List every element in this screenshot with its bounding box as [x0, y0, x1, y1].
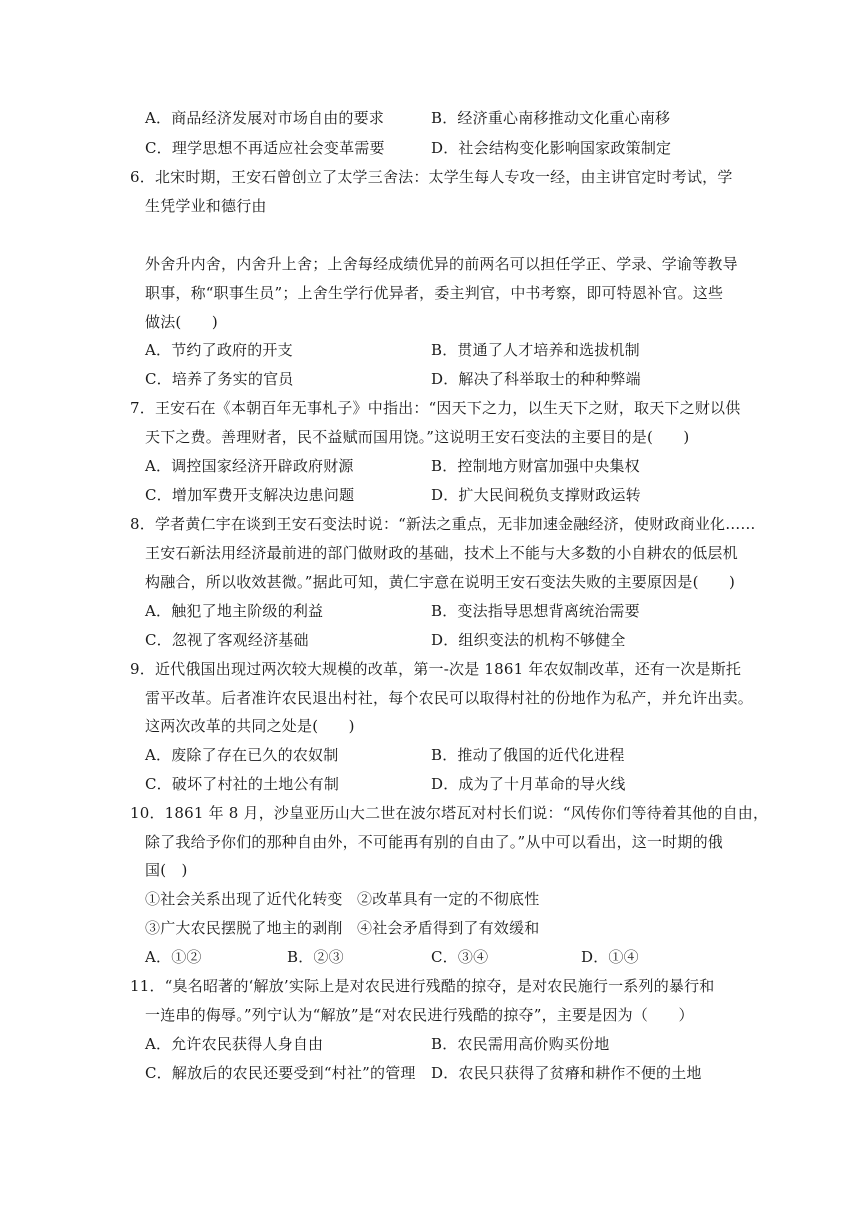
q9-option-b: B．推动了俄国的近代化进程 — [431, 746, 625, 764]
q10-option-b: B．②③ — [287, 948, 344, 966]
q9-option-a: A．废除了存在已久的农奴制 — [145, 746, 339, 764]
q8-stem-line3: 构融合，所以收效甚微。”据此可知，黄仁宇意在说明王安石变法失败的主要原因是( ) — [145, 573, 736, 591]
q9-stem-line1: 9．近代俄国出现过两次较大规模的改革，第一-次是 1861 年农奴制改革，还有一次是斯托 — [130, 660, 742, 678]
q11-stem-line1: 11．“臭名昭著的‘解放’实际上是对农民进行残酷的掠夺，是对农民施行一系列的暴行和 — [130, 977, 715, 995]
q8-option-d: D．组织变法的机构不够健全 — [431, 631, 626, 649]
q8-option-c: C．忽视了客观经济基础 — [145, 631, 309, 649]
q11-option-a: A．允许农民获得人身自由 — [145, 1035, 324, 1053]
q8-option-a: A．触犯了地主阶级的利益 — [145, 602, 324, 620]
q8-stem-line2: 王安石新法用经济最前进的部门做财政的基础，技术上不能与大多数的小自耕农的低层机 — [145, 544, 738, 562]
q9-option-c: C．破坏了村社的土地公有制 — [145, 775, 340, 793]
q10-item-1: ①社会关系出现了近代化转变 — [145, 890, 343, 908]
q7-stem-line1: 7．王安石在《本朝百年无事札子》中指出：“因天下之力，以生天下之财，取天下之财以供 — [130, 399, 741, 417]
q10-option-d: D．①④ — [581, 948, 639, 966]
q6-option-d: D．解决了科举取士的种种弊端 — [431, 370, 641, 388]
q7-option-b: B．控制地方财富加强中央集权 — [431, 457, 640, 475]
q11-option-d: D．农民只获得了贫瘠和耕作不便的土地 — [431, 1064, 702, 1082]
q7-stem-line2: 天下之费。善理财者，民不益赋而国用饶。”这说明王安石变法的主要目的是( ) — [145, 428, 690, 446]
q5-option-a: A．商品经济发展对市场自由的要求 — [145, 109, 385, 127]
q11-option-b: B．农民需用高价购买份地 — [431, 1035, 610, 1053]
q7-option-d: D．扩大民间税负支撑财政运转 — [431, 486, 641, 504]
q9-stem-line3: 这两次改革的共同之处是( ) — [145, 717, 355, 735]
q11-stem-line2: 一连串的侮辱。”列宁认为“解放”是“对农民进行残酷的掠夺”，主要是因为（ ） — [145, 1006, 694, 1024]
q6-stem-line2: 生凭学业和德行由 — [145, 197, 267, 215]
q10-option-a: A．①② — [145, 948, 202, 966]
q5-option-c: C．理学思想不再适应社会变革需要 — [145, 139, 385, 157]
q6-option-c: C．培养了务实的官员 — [145, 370, 294, 388]
q6-option-b: B．贯通了人才培养和选拔机制 — [431, 341, 640, 359]
q11-option-c: C．解放后的农民还要受到“村社”的管理 — [145, 1064, 416, 1082]
q8-stem-line1: 8．学者黄仁宇在谈到王安石变法时说：“新法之重点，无非加速金融经济，使财政商业化…… — [130, 515, 756, 533]
q9-option-d: D．成为了十月革命的导火线 — [431, 775, 626, 793]
q6-stem-line3: 外舍升内舍，内舍升上舍；上舍每经成绩优异的前两名可以担任学正、学录、学谕等教导 — [145, 255, 738, 273]
q8-option-b: B．变法指导思想背离统治需要 — [431, 602, 640, 620]
q6-stem-line5: 做法( ) — [145, 313, 218, 331]
q7-option-a: A．调控国家经济开辟政府财源 — [145, 457, 354, 475]
q5-option-d: D．社会结构变化影响国家政策制定 — [431, 139, 672, 157]
q6-stem-line1: 6．北宋时期，王安石曾创立了太学三舍法：太学生每人专攻一经，由主讲官定时考试，学 — [130, 168, 733, 186]
q5-option-b: B．经济重心南移推动文化重心南移 — [431, 109, 671, 127]
q10-stem-line3: 国( ) — [145, 861, 188, 879]
q10-item-3: ③广大农民摆脱了地主的剥削 — [145, 919, 343, 937]
q6-stem-line4: 职事，称“职事生员”；上舍生学行优异者，委主判官，中书考察，即可特恩补官。这些 — [145, 284, 724, 302]
q10-item-2: ②改革具有一定的不彻底性 — [357, 890, 540, 908]
q10-stem-line1: 10．1861 年 8 月，沙皇亚历山大二世在波尔塔瓦对村长们说：“风传你们等待着其他的自由， — [130, 804, 769, 822]
q7-option-c: C．增加军费开支解决边患问题 — [145, 486, 355, 504]
q10-option-c: C．③④ — [431, 948, 489, 966]
q9-stem-line2: 雷平改革。后者准许农民退出村社，每个农民可以取得村社的份地作为私产，并允许出卖。 — [145, 689, 754, 707]
q10-stem-line2: 除了我给予你们的那种自由外，不可能再有别的自由了。”从中可以看出，这一时期的俄 — [145, 833, 723, 851]
q6-option-a: A．节约了政府的开支 — [145, 341, 293, 359]
q10-item-4: ④社会矛盾得到了有效缓和 — [357, 919, 540, 937]
